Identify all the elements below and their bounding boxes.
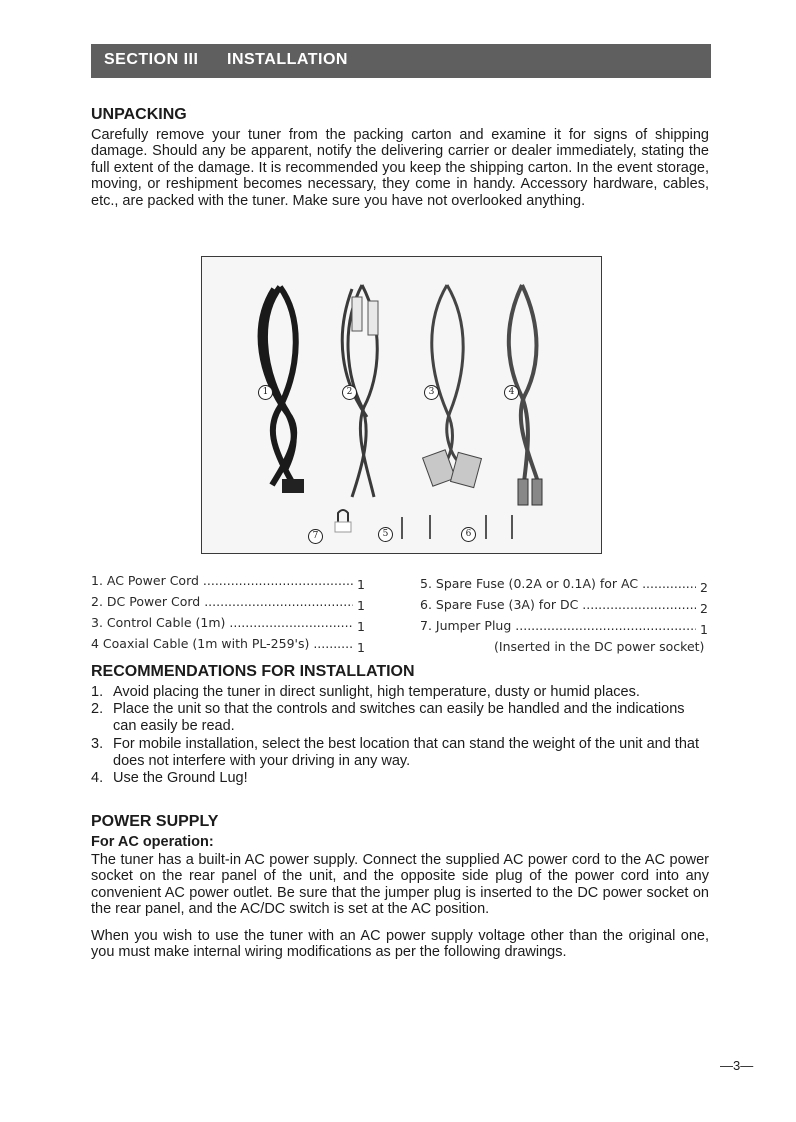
section-header-bar: [91, 44, 711, 78]
spare-fuses-image: [402, 515, 512, 539]
ac-operation-subheading: For AC operation:: [91, 834, 214, 850]
accessory-item: 7. Jumper Plug ..... 1: [420, 617, 708, 638]
power-supply-text: The tuner has a built-in AC power supply. Connect the supplied AC power cord to the AC power socket on the rear panel of the unit, and the opposite side plug of the power cord into any convenient AC power outlet. Be sure that the jumper plug is inserted to the DC power socket on the rear panel, and the AC/DC switch is set at the AC position.: [91, 852, 709, 918]
accessory-item: 6. Spare Fuse (3A) for DC ..... 2: [420, 596, 708, 617]
accessory-item: 4 Coaxial Cable (1m with PL-259's) ..... 1: [91, 635, 365, 656]
accessory-list-left: [91, 572, 365, 656]
accessory-item: 2. DC Power Cord ..... 1: [91, 593, 365, 614]
pl259-plug-image: [518, 479, 528, 505]
list-item: 3. For mobile installation, select the best location that can stand the weight of the unit and that does not interfere with your driving in any way.: [91, 735, 699, 769]
fuse-holder-image: [352, 297, 362, 331]
unpacking-heading: UNPACKING: [91, 106, 187, 123]
marker-5: 5: [378, 527, 393, 542]
accessory-list-right: [420, 575, 708, 655]
list-item: 1. Avoid placing the tuner in direct sunlight, high temperature, dusty or humid places.: [91, 684, 640, 700]
recommendations-list: [91, 684, 711, 787]
page-number: —3—: [720, 1058, 754, 1073]
ac-plug-image: [282, 479, 304, 493]
jumper-plug-image: [335, 522, 351, 532]
fuse-holder-image: [368, 301, 378, 335]
marker-7: 7: [308, 529, 323, 544]
recommendations-heading: RECOMMENDATIONS FOR INSTALLATION: [91, 663, 415, 680]
section-number: SECTION III: [104, 51, 199, 68]
accessories-photo: [201, 256, 602, 554]
power-supply-heading: POWER SUPPLY: [91, 813, 219, 830]
accessory-item: 3. Control Cable (1m) ..... 1: [91, 614, 365, 635]
accessories-illustration: [202, 257, 601, 553]
unpacking-text: Carefully remove your tuner from the packing carton and examine it for signs of shipping damage. Should any be apparent, notify the delivering carrier or dealer immediately, stating the full extent of the damage. It is recommended you keep the shipping carton. In the event storage, moving, or reshipment becomes necessary, they come in handy. Accessory hardware, cables, etc., are packed with the tuner. Make sure you have not overlooked anything.: [91, 127, 709, 209]
power-supply-text-2: When you wish to use the tuner with an AC power supply voltage other than the original one, you must make internal wiring modifications as per the following drawings.: [91, 928, 709, 961]
jumper-note: (Inserted in the DC power socket): [494, 639, 705, 654]
marker-1: 1: [258, 385, 273, 400]
list-item: 4. Use the Ground Lug!: [91, 770, 248, 787]
control-cable-image: [432, 285, 464, 467]
section-title: INSTALLATION: [227, 51, 348, 68]
marker-2: 2: [342, 385, 357, 400]
marker-4: 4: [504, 385, 519, 400]
jumper-plug-image: [338, 510, 348, 522]
accessory-item: 5. Spare Fuse (0.2A or 0.1A) for AC ..... 2: [420, 575, 708, 596]
list-item: 2. Place the unit so that the controls and switches can easily be handled and the indications can easily be read.: [91, 701, 685, 735]
marker-6: 6: [461, 527, 476, 542]
coaxial-cable-image: [509, 285, 538, 482]
marker-3: 3: [424, 385, 439, 400]
pl259-plug-image: [532, 479, 542, 505]
accessory-item: 1. AC Power Cord ..... 1: [91, 572, 365, 593]
